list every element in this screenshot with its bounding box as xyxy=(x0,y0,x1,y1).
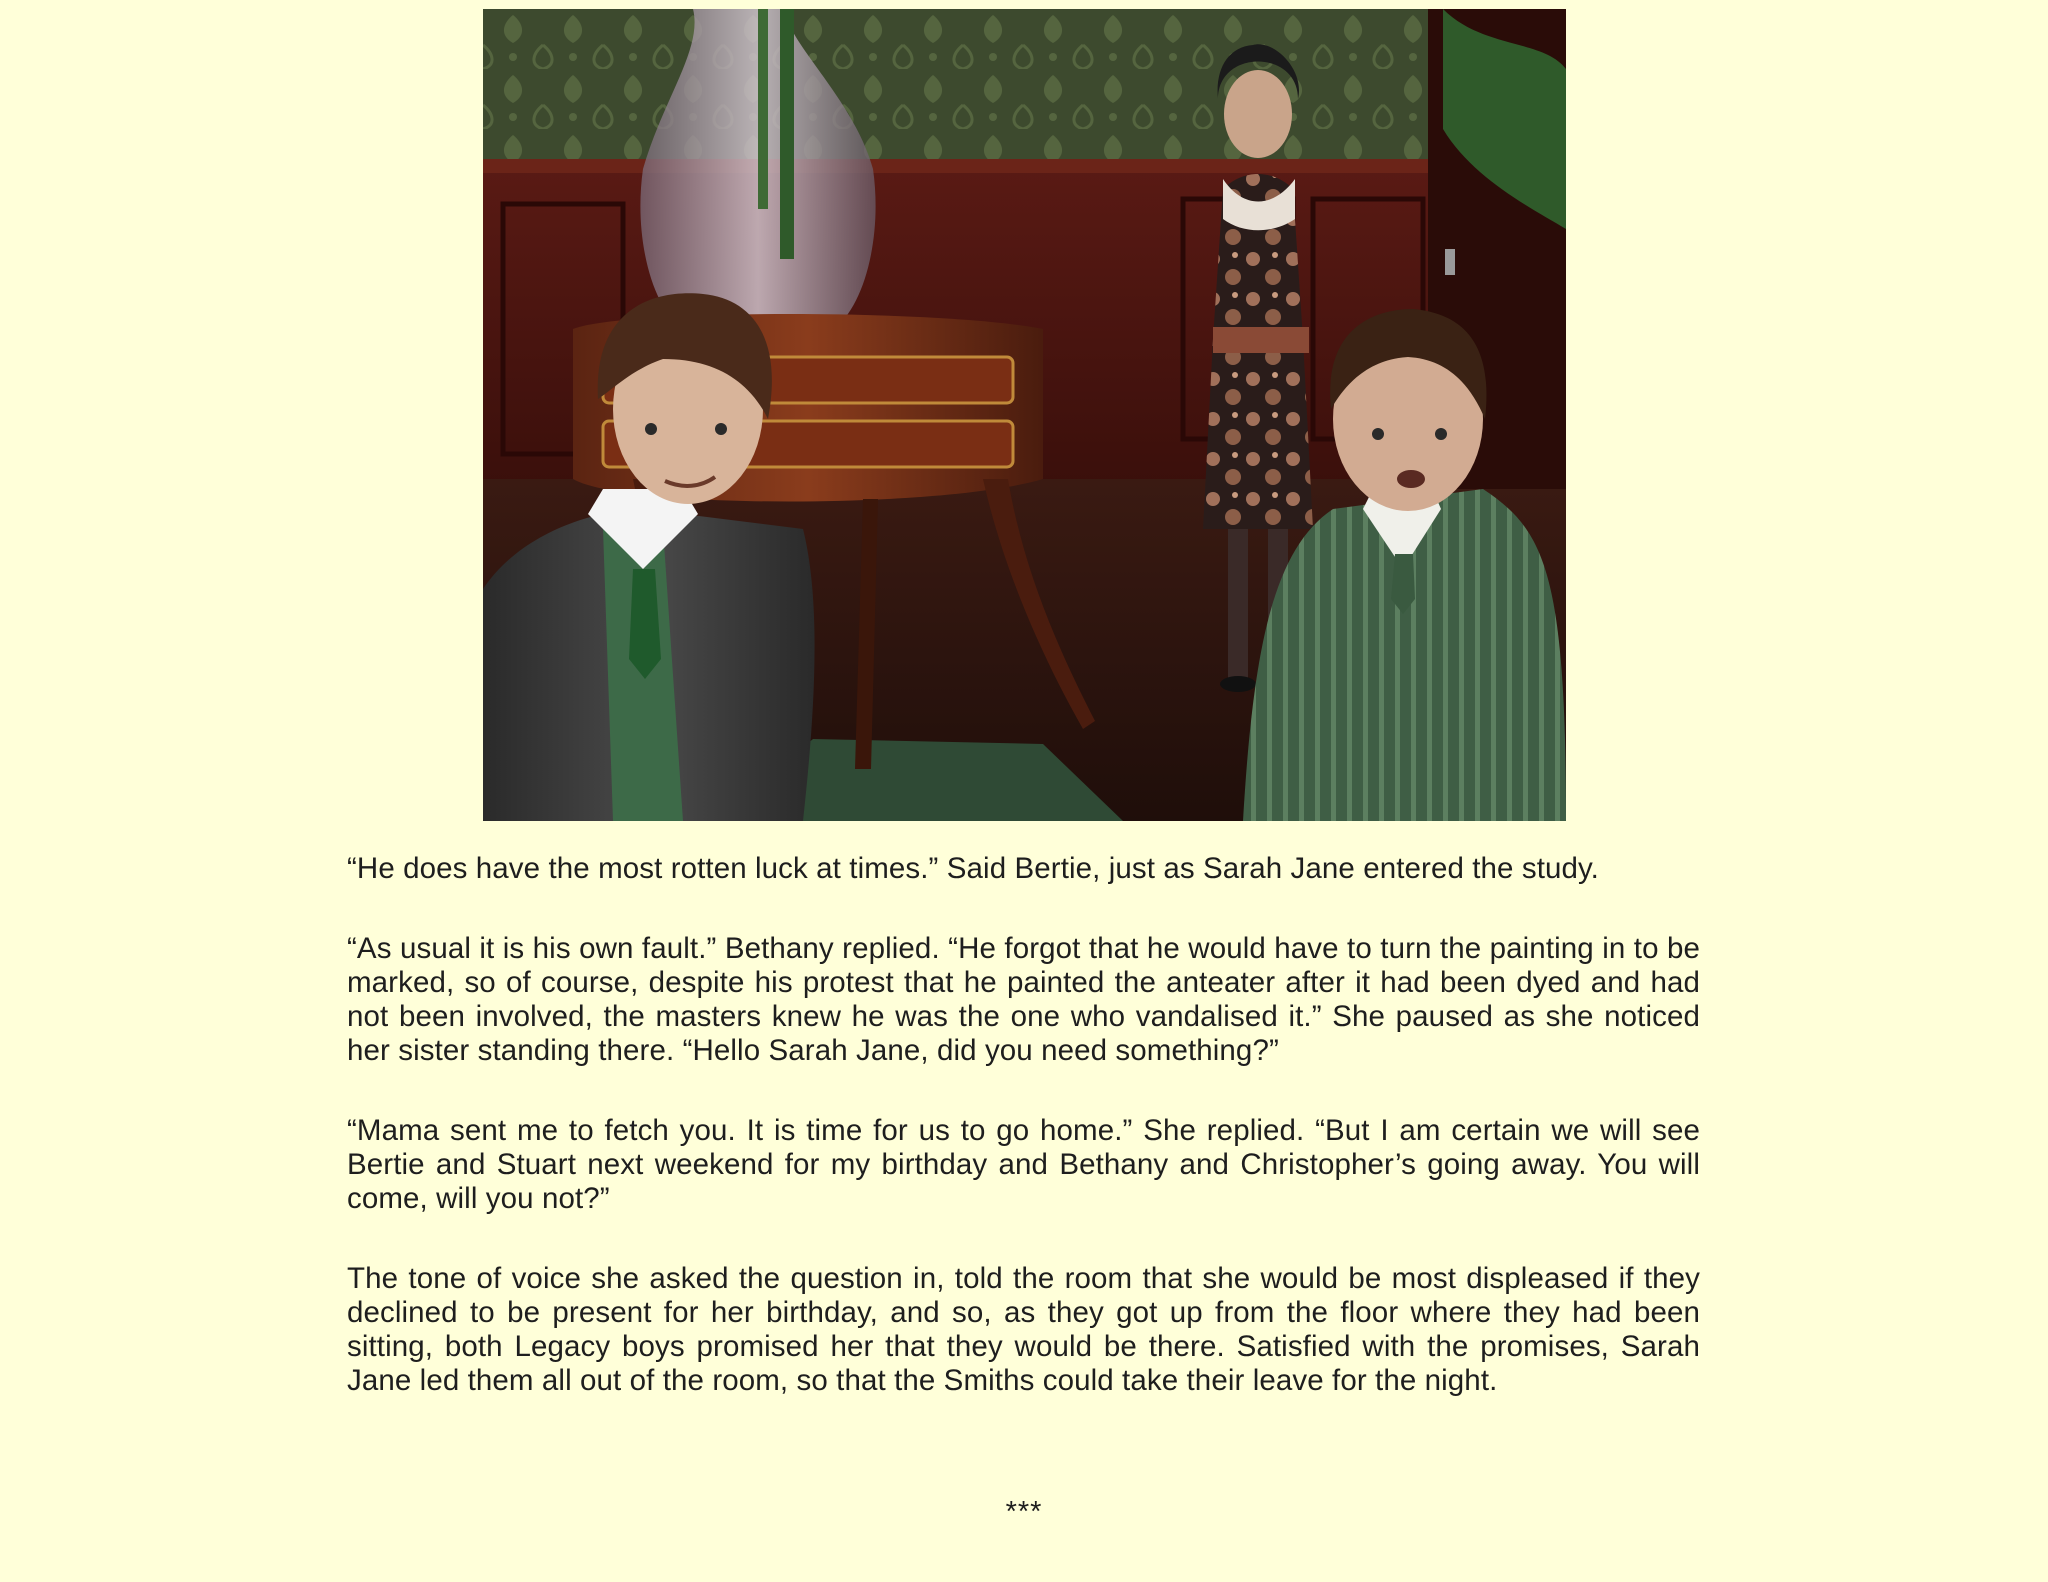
section-divider: *** xyxy=(1005,1496,1043,1528)
story-illustration xyxy=(483,9,1566,821)
paragraph-3: “Mama sent me to fetch you. It is time for us to go home.” She replied. “But I am certain we will see Bertie and Stuart next weekend for my birthday and Bethany and Christopher’s going away. You will come, will you not?” xyxy=(347,1114,1700,1215)
story-text xyxy=(347,852,1700,1444)
paragraph-1: “He does have the most rotten luck at times.” Said Bertie, just as Sarah Jane entered the study. xyxy=(347,852,1599,885)
paragraph-4: The tone of voice she asked the question in, told the room that she would be most displeased if they declined to be present for her birthday, and so, as they got up from the floor where they had been sitting, both Legacy boys promised her that they would be there. Satisfied with the promises, Sarah Jane led them all out of the room, so that the Smiths could take their leave for the night. xyxy=(347,1262,1700,1397)
paragraph-2: “As usual it is his own fault.” Bethany replied. “He forgot that he would have to turn the painting in to be marked, so of course, despite his protest that he painted the anteater after it had been dyed and had not been involved, the masters knew he was the one who vandalised it.” She paused as she noticed her sister standing there. “Hello Sarah Jane, did you need something?” xyxy=(347,932,1700,1067)
